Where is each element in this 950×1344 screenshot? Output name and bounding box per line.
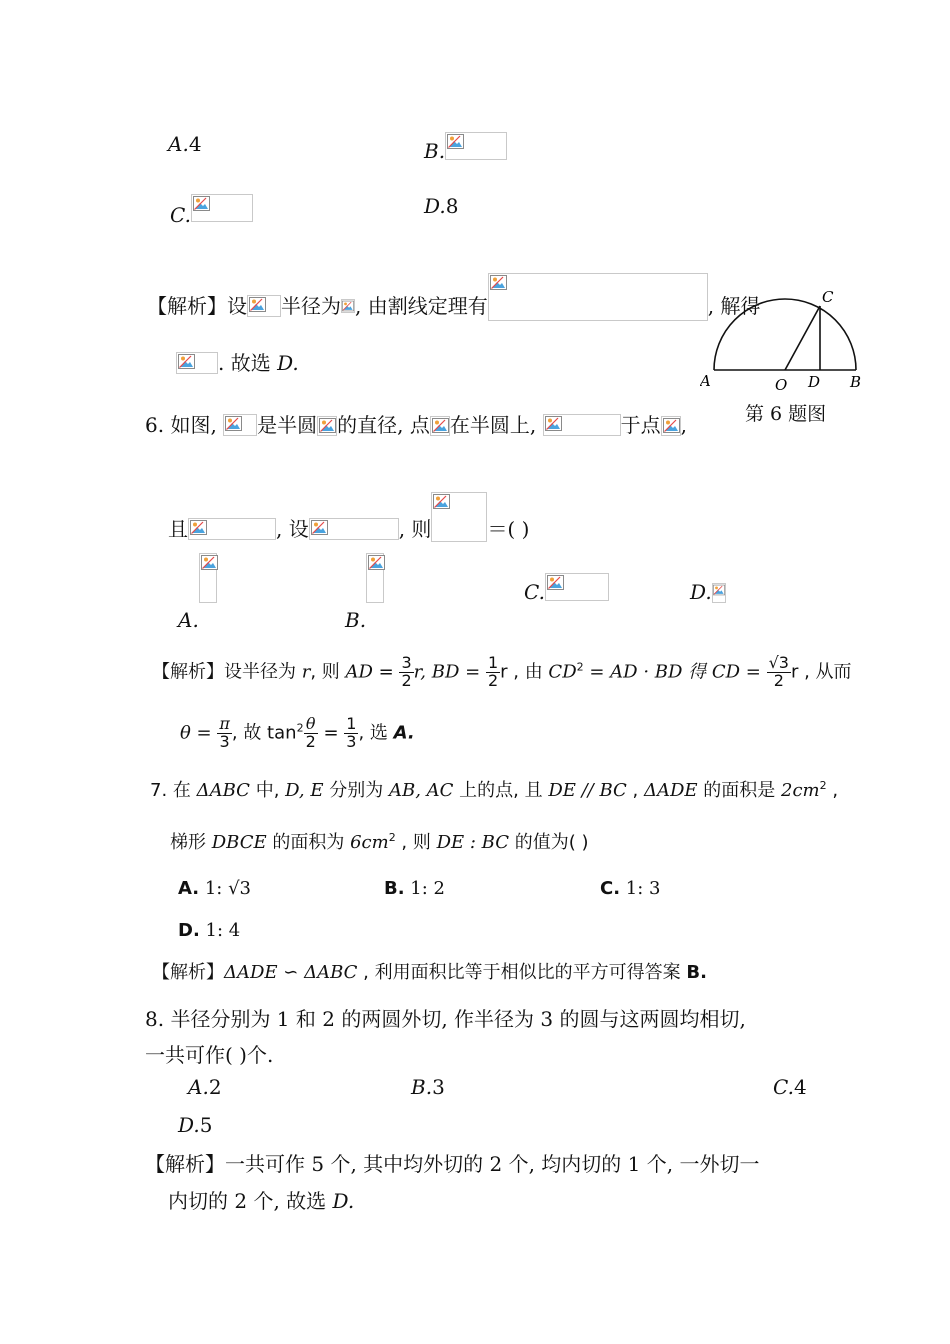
solution-text: 一共可作 5 个, 其中均外切的 2 个, 均内切的 1 个, 一外切一 [225,1152,760,1176]
label-a: A [700,372,711,390]
option-letter: D. [178,920,200,941]
denominator: 3 [219,731,230,751]
option-text: 4 [793,1075,807,1099]
solution-tag: 【解析】 [147,294,227,318]
solution-text: 设 [227,294,247,318]
answer-letter: D. [277,351,299,375]
q7-solution [152,958,707,984]
solution-text: , 由割线定理有 [355,294,488,318]
math-expr: θ = [180,722,218,744]
question-text: , 设 [276,517,309,541]
solution-text: r , 由 [500,661,549,683]
fraction [486,655,500,690]
numerator: 3 [401,653,412,672]
option-letter: D. [178,1113,200,1137]
solution-text: 半径为 [281,294,341,318]
q5-option-a [168,132,202,156]
image-placeholder [445,132,507,160]
math-var: D, E [285,780,324,801]
question-text: 上的点, 且 [453,780,549,801]
option-letter: B. [424,139,446,163]
question-text: , 则 [398,517,432,541]
question-text: 的面积是 [697,780,781,801]
answer-letter: A. [393,722,415,744]
broken-image-icon [193,196,210,211]
option-letter: A. [178,878,200,899]
math-var: AD [345,661,373,683]
option-text: 8 [445,194,459,218]
denominator: 2 [773,670,784,690]
answer-letter: D. [332,1189,355,1213]
fraction [767,655,791,690]
math-expr: r, BD = [413,661,486,683]
solution-text: , 选 [358,722,394,744]
math-op: = [372,661,400,683]
fraction [217,716,232,751]
math-var: ΔABC [196,780,250,801]
image-placeholder [712,583,726,603]
image-placeholder [341,299,355,313]
semicircle-figure [700,282,870,394]
image-placeholder [309,518,399,540]
q8-solution-line2 [168,1185,354,1214]
broken-image-icon [249,297,266,312]
broken-image-icon [547,575,564,590]
math-var: 6cm [350,832,389,853]
q7-line1: 7. 在 ΔABC 中, D, E 分别为 AB, AC 上的点, 且 DE // BC , ΔADE 的面积是 $2cm^2$ , [150,779,839,801]
question-text: , [680,413,687,437]
image-placeholder [199,553,217,603]
image-placeholder [191,194,253,222]
broken-image-icon [311,520,328,535]
math-var: DE // BC [548,780,627,801]
label-b: B [850,373,862,391]
math-var: ΔADE [224,962,278,983]
solution-text: . 故选 [218,351,278,375]
image-placeholder [543,414,621,436]
option-text: 1: 3 [625,878,661,899]
q7-option-a [178,878,251,899]
image-placeholder [188,518,276,540]
numerator: π [219,714,230,733]
math-var: DBCE [211,832,267,853]
q7-option-d [178,920,240,941]
math-var: DE : BC [436,832,510,853]
option-letter: C. [600,878,621,899]
math-var: 2cm [781,780,820,801]
numerator: θ [304,716,318,734]
q6-option-c [524,573,609,604]
question-text: 中, [249,780,286,801]
broken-image-icon [432,418,449,433]
image-placeholder [223,414,257,436]
broken-image-icon [368,555,385,570]
q6-option-d [690,580,726,604]
solution-text: , 利用面积比等于相似比的平方可得答案 [357,962,687,983]
q8-solution-line1 [145,1148,759,1177]
math-var: r [301,661,311,683]
numerator: 1 [346,714,357,733]
denominator: 2 [305,731,316,751]
broken-image-icon [663,418,680,433]
label-d: D [808,373,821,391]
image-placeholder [488,273,708,321]
question-text: ＝( ) [487,517,530,541]
broken-image-icon [178,354,195,369]
image-placeholder [661,416,681,436]
q7-line2: 梯形 DBCE 的面积为 $6cm^2$ , 则 DE : BC 的值为( ) [170,831,589,853]
image-placeholder [176,352,218,374]
option-text: 2 [208,1075,222,1099]
label-o: O [775,376,788,394]
solution-text: , 故 tan [231,722,297,744]
q6-line2 [168,492,529,542]
solution-text: 设半径为 [224,661,302,683]
numerator: 1 [487,653,499,672]
q8-line2: 一共可作( )个. [145,1043,274,1067]
option-letter: A. [188,1075,209,1099]
image-placeholder [545,573,609,601]
question-text: 的直径, 点 [337,413,430,437]
question-text: , 则 [395,832,437,853]
option-letter: C. [524,580,545,604]
q6-solution-line2: θ = $\frac{\pi}{3}$ , 故 $\tan^2$ $\frac{\theta}{2}$ = $\frac{1}{3}$ , 选 A. [180,714,415,751]
option-text: 4 [188,132,202,156]
figure-caption: 第 6 题图 [745,403,827,425]
math-var: AB, AC [388,780,454,801]
solution-tag: 【解析】 [145,1152,225,1176]
question-text: , [826,780,839,801]
math-op: = [317,722,345,744]
image-placeholder [431,492,487,542]
broken-image-icon [447,134,464,149]
option-letter: D. [424,194,446,218]
q5-option-c [170,194,253,227]
fraction [344,716,358,751]
question-text: 是半圆 [257,413,318,437]
q5-solution-line2 [176,347,299,376]
option-letter: D. [690,580,712,604]
math-var: ΔABC [304,962,358,983]
broken-image-icon [190,520,207,535]
solution-text: 内切的 2 个, 故选 [168,1189,333,1213]
q8-option-a [188,1075,222,1099]
image-placeholder [317,416,337,436]
fraction [304,716,318,751]
question-number: 6. 如图, [145,413,224,437]
q5-solution-line1 [147,273,760,321]
q7-option-b [384,878,445,899]
option-letter: A. [178,608,199,632]
option-text: 1: 4 [205,920,241,941]
broken-image-icon [545,416,562,431]
image-placeholder [247,295,281,317]
option-text: 1: √3 [204,878,252,899]
question-text: 的面积为 [266,832,351,853]
broken-image-icon [201,555,218,570]
broken-image-icon [342,300,354,312]
denominator: 2 [487,670,499,690]
solution-text: , 则 [310,661,346,683]
q7-option-c [600,878,661,899]
option-letter: B. [411,1075,433,1099]
q6-line1 [145,409,687,438]
q8-option-c [773,1075,807,1099]
option-letter: C. [170,203,191,227]
solution-tag: 【解析】 [152,962,224,983]
image-placeholder [366,553,384,603]
option-text: 1: 2 [410,878,445,899]
q8-option-d [178,1113,212,1137]
question-text: 在半圆上, [449,413,543,437]
q6-option-a [178,553,217,632]
image-placeholder [430,416,450,436]
question-text: 且 [168,517,188,541]
q8-line1: 8. 半径分别为 1 和 2 的两圆外切, 作半径为 3 的圆与这两圆均相切, [145,1007,746,1031]
answer-letter: B. [686,962,707,983]
broken-image-icon [433,494,450,509]
question-text: 梯形 [170,832,212,853]
q8-option-b [411,1075,445,1099]
broken-image-icon [225,416,242,431]
fraction [399,655,413,690]
q5-option-b [424,132,507,163]
broken-image-icon [490,275,507,290]
math-var: ΔADE [643,780,698,801]
numerator: √3 [768,653,789,672]
question-text: , [626,780,644,801]
question-number: 7. 在 [150,780,197,801]
label-c: C [822,288,834,306]
question-text: 分别为 [323,780,389,801]
radius-oc [785,306,820,370]
option-text: 3 [432,1075,445,1099]
solution-text: , 解得 [707,294,761,318]
broken-image-icon [319,418,336,433]
denominator: 3 [346,731,357,751]
solution-text: r , 从而 [790,661,852,683]
q6-option-b [345,553,384,632]
option-letter: C. [773,1075,794,1099]
math-op: ∽ [277,962,305,983]
option-text: 5 [199,1113,213,1137]
question-text: 的值为( ) [509,832,589,853]
semicircle-arc [714,299,856,370]
math-var: CD [548,661,577,683]
option-letter: B. [384,878,405,899]
option-letter: B. [345,608,367,632]
math-expr: = AD · BD 得 CD = [583,661,767,683]
question-text: 于点 [620,413,661,437]
denominator: 2 [401,670,412,690]
solution-tag: 【解析】 [152,661,224,683]
q5-option-d [424,194,458,218]
broken-image-icon [713,584,725,596]
option-letter: A. [168,132,189,156]
q6-solution-line1: 【解析】设半径为 r, 则 AD = $\frac{3}{2}$ r, BD = $\frac{1}{2}$ r , 由 $CD^2$ = AD · BD 得 CD = $\frac{√3}{2}$ r , 从而 [152,653,852,690]
